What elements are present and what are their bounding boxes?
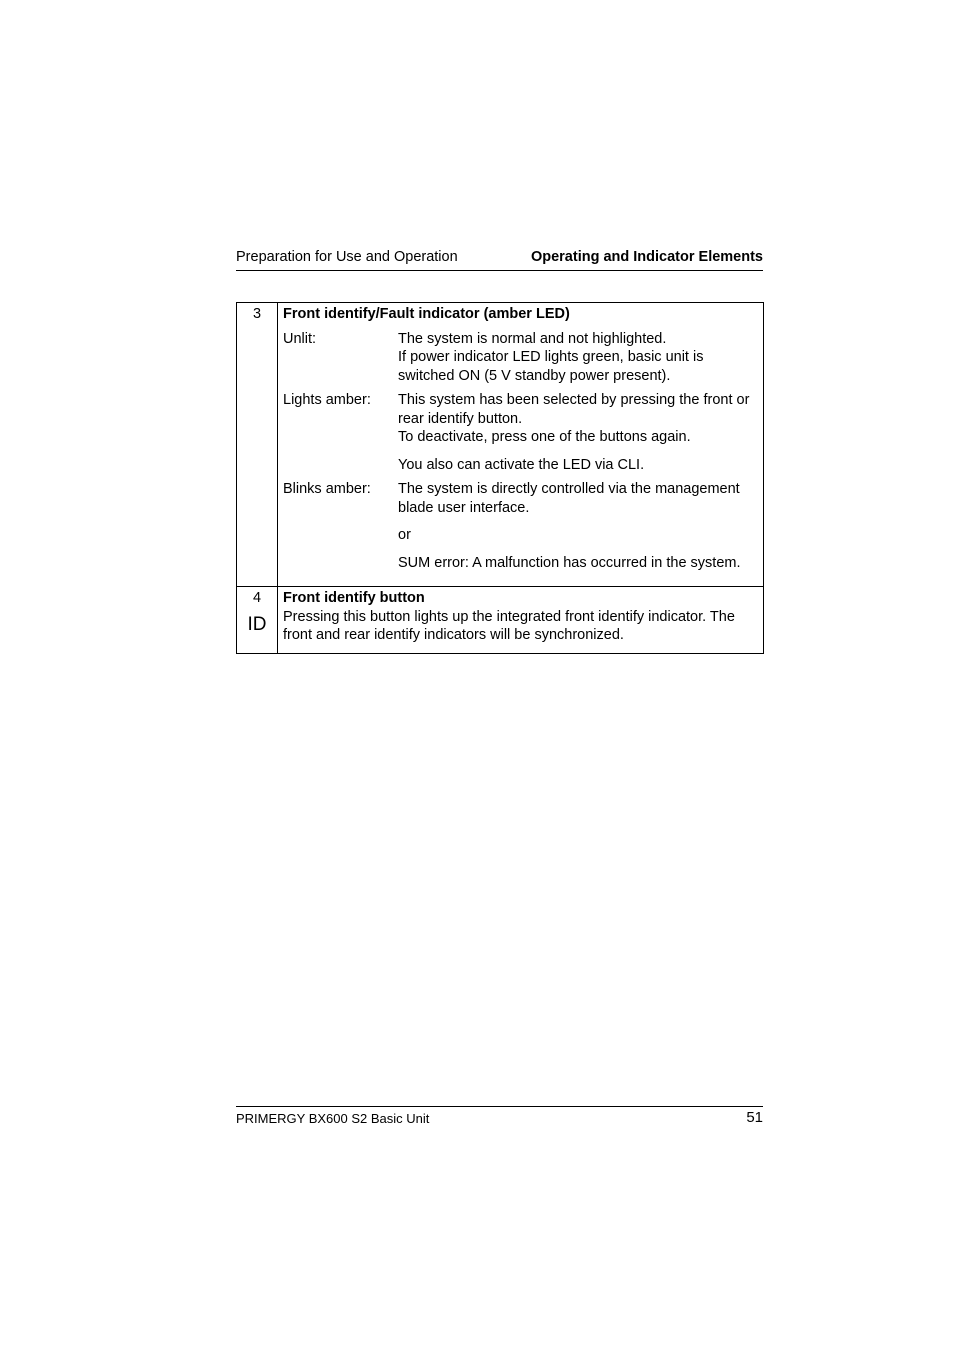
description-line: If power indicator LED lights green, basic unit is switched ON (5 V standby power present). bbox=[398, 349, 704, 384]
item-title: Front identify/Fault indicator (amber LED) bbox=[283, 306, 570, 322]
state-row-blinks-amber bbox=[283, 480, 759, 572]
state-label: Unlit: bbox=[283, 330, 317, 347]
description-line: The system is directly controlled via the management blade user interface. bbox=[398, 481, 740, 516]
item-text: Pressing this button lights up the integrated front identify indicator. The front and rear identify indicators will be synchronized. bbox=[283, 608, 735, 643]
description-line: To deactivate, press one of the buttons again. bbox=[398, 429, 691, 445]
state-description bbox=[398, 391, 759, 474]
page-number: 51 bbox=[746, 1109, 763, 1126]
description-line: This system has been selected by pressing the front or rear identify button. bbox=[398, 392, 750, 427]
description-line: or bbox=[398, 527, 411, 543]
footer-title: PRIMERGY BX600 S2 Basic Unit bbox=[236, 1111, 430, 1126]
page-header bbox=[236, 249, 763, 271]
item-body bbox=[278, 587, 764, 654]
page-footer bbox=[236, 1106, 763, 1126]
item-number: 3 bbox=[237, 303, 278, 587]
item-title: Front identify button bbox=[283, 590, 425, 606]
item-number: 4 bbox=[252, 590, 262, 606]
table-row bbox=[237, 303, 764, 587]
state-label: Blinks amber: bbox=[283, 481, 371, 497]
state-label: Lights amber: bbox=[283, 392, 371, 408]
state-row-unlit bbox=[283, 330, 759, 386]
indicator-table bbox=[236, 302, 764, 654]
id-button-symbol: ID bbox=[247, 613, 267, 635]
state-description bbox=[398, 480, 759, 572]
header-chapter: Preparation for Use and Operation bbox=[236, 249, 458, 265]
state-row-lights-amber bbox=[283, 391, 759, 474]
header-section: Operating and Indicator Elements bbox=[530, 249, 763, 265]
state-description bbox=[398, 330, 759, 386]
description-line: The system is normal and not highlighted. bbox=[398, 330, 667, 347]
item-body bbox=[278, 303, 764, 587]
description-line: SUM error: A malfunction has occurred in the system. bbox=[398, 554, 741, 571]
description-line: You also can activate the LED via CLI. bbox=[398, 456, 645, 473]
table-row bbox=[237, 587, 764, 654]
item-number-cell bbox=[237, 587, 278, 654]
